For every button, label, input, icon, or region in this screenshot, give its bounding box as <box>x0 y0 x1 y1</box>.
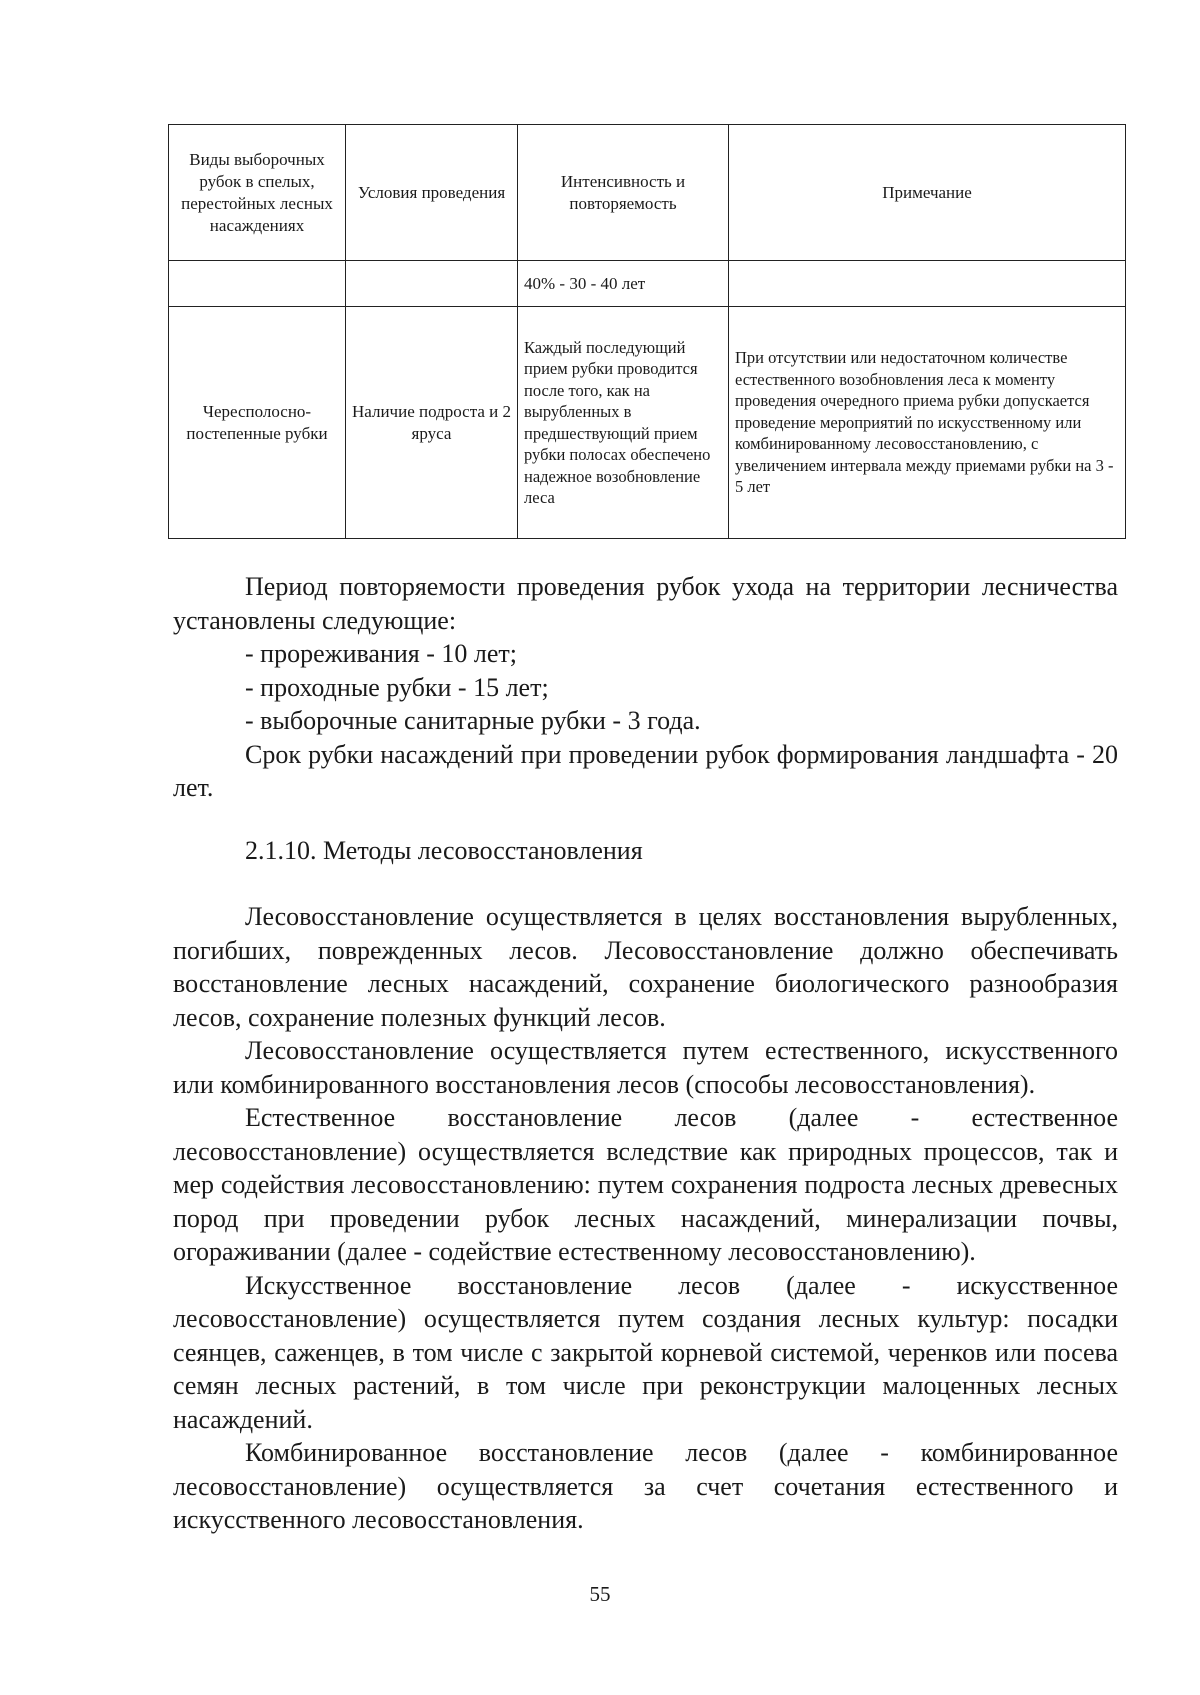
table-header-row <box>169 125 1126 261</box>
paragraph: Искусственное восстановление лесов (далее - искусственное лесовосстановление) осуществляется путем создания лесных культур: посадки сеянцев, саженцев, в том числе с закрытой корневой системой, черенков или посева семян лесных растений, в том числе при реконструкции малоценных лесных насаждений. <box>173 1270 1118 1434</box>
table-row <box>169 307 1126 539</box>
header-intensity: Интенсивность и повторяемость <box>518 125 729 261</box>
paragraph: Лесовосстановление осуществляется путем естественного, искусственного или комбинированного восстановления лесов (способы лесовосстановления). <box>173 1036 1118 1099</box>
table-cell-intensity: 40% - 30 - 40 лет <box>518 261 729 307</box>
paragraph: Естественное восстановление лесов (далее - естественное лесовосстановление) осуществляется вследствие как природных процессов, так и мер содействия лесовосстановлению: путем сохранения подроста лесных древесных пород при проведении рубок лесных насаждений, минерализации почвы, огораживании (далее - содействие естественному лесовосстановлению). <box>173 1103 1118 1266</box>
table-cell-intensity: Каждый последующий прием рубки проводится после того, как на вырубленных в предшествующий прием рубки полосах обеспечено надежное возобновление леса <box>518 307 729 539</box>
selective-cuttings-table <box>168 124 1126 539</box>
paragraph: Срок рубки насаждений при проведении рубок формирования ландшафта - 20 лет. <box>173 739 1118 802</box>
paragraph: Лесовосстановление осуществляется в целях восстановления вырубленных, погибших, поврежденных лесов. Лесовосстановление должно обеспечивать восстановление лесных насаждений, сохранение биологического разнообразия лесов, сохранение полезных функций лесов. <box>173 902 1118 1032</box>
table-cell <box>729 261 1126 307</box>
table-cell <box>169 261 346 307</box>
header-cutting-types: Виды выборочных рубок в спелых, перестойных лесных насаждениях <box>169 125 346 261</box>
table-cell-type: Чересполосно-постепенные рубки <box>169 307 346 539</box>
table-cell-conditions: Наличие подроста и 2 яруса <box>346 307 518 539</box>
section-heading: 2.1.10. Методы лесовосстановления <box>245 836 643 865</box>
list-item: - проходные рубки - 15 лет; <box>245 672 549 702</box>
table-cell <box>346 261 518 307</box>
table-row <box>169 261 1126 307</box>
table-cell-note: При отсутствии или недостаточном количестве естественного возобновления леса к моменту проведения очередного приема рубки допускается проведение мероприятий по искусственному или комбинированному лесовосстановлению, с увеличением интервала между приемами рубки на 3 - 5 лет <box>729 307 1126 539</box>
list-item: - прореживания - 10 лет; <box>245 639 518 668</box>
paragraph: Период повторяемости проведения рубок ухода на территории лесничества установлены следующие: <box>173 572 1118 635</box>
page-number: 55 <box>589 1582 611 1606</box>
reforestation-methods-section <box>173 900 1118 1537</box>
header-note: Примечание <box>729 125 1126 261</box>
list-item: - выборочные санитарные рубки - 3 года. <box>245 706 701 735</box>
header-conditions: Условия проведения <box>346 125 518 261</box>
paragraph: Комбинированное восстановление лесов (далее - комбинированное лесовосстановление) осуществляется за счет сочетания естественного и искусственного лесовосстановления. <box>173 1438 1118 1534</box>
thinning-periods-section <box>173 570 1118 805</box>
